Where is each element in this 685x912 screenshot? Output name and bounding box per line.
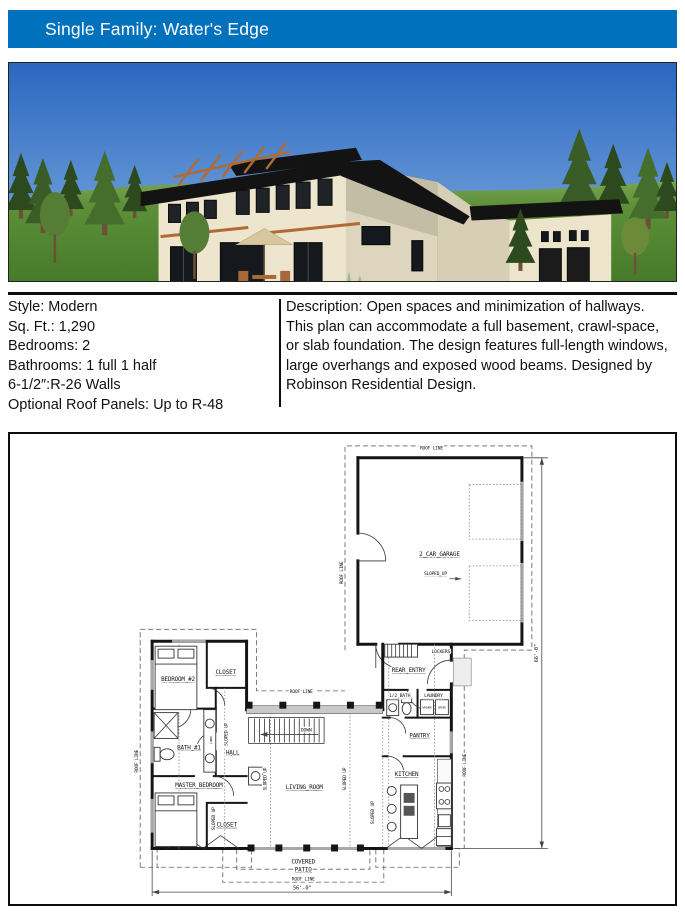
master-bedroom-label: MASTER BEDROOM bbox=[175, 782, 223, 789]
stairs-down-label: DOWN bbox=[300, 728, 312, 734]
living-room-label: LIVING ROOM bbox=[285, 783, 323, 791]
svg-text:ROOF LINE: ROOF LINE bbox=[463, 753, 469, 777]
description-paragraph: Description: Open spaces and minimization of hallways. This plan can accommodate a full basement, crawl-space, or slab foundation. The design features full-length windows, large overhangs and exposed wood beams. Designed by Robinson Residential Design. bbox=[286, 299, 668, 393]
house-rendering-photo bbox=[8, 62, 677, 282]
hall-label: HALL bbox=[225, 749, 240, 757]
living-room-stove bbox=[249, 767, 263, 785]
half-bath-label: 1/2 BATH bbox=[388, 693, 411, 699]
house-rendering-scene bbox=[9, 63, 676, 281]
covered-patio-label-1: COVERED bbox=[291, 858, 316, 866]
spec-bathrooms: Bathrooms: 1 full 1 half bbox=[8, 357, 157, 374]
svg-text:SLOPED UP: SLOPED UP bbox=[224, 723, 230, 746]
section-divider-rule bbox=[8, 292, 677, 295]
dryer-label: DRYER bbox=[438, 705, 446, 710]
spec-style: Style: Modern bbox=[8, 299, 98, 315]
patio-table bbox=[252, 275, 276, 279]
lockers-label: LOCKERS bbox=[431, 650, 451, 656]
spec-bedrooms: Bedrooms: 2 bbox=[8, 338, 91, 354]
svg-text:SLOPED UP: SLOPED UP bbox=[263, 767, 269, 791]
covered-patio-label-2: PATIO bbox=[294, 866, 312, 874]
svg-text:ROOF LINE: ROOF LINE bbox=[289, 689, 313, 695]
width-dimension: 56'-0" bbox=[292, 885, 312, 892]
bedroom2-label: BEDROOM #2 bbox=[161, 675, 195, 683]
garage-sloped-up-label: SLOPED UP bbox=[423, 571, 447, 577]
garage-label: 2 CAR GARAGE bbox=[419, 550, 460, 558]
depth-dimension: 66'-0" bbox=[533, 643, 540, 663]
lockers-bench bbox=[385, 644, 418, 657]
svg-text:SLOPED UP: SLOPED UP bbox=[370, 801, 376, 825]
bath1-label: BATH #1 bbox=[177, 744, 201, 752]
svg-text:SLOPED UP: SLOPED UP bbox=[342, 767, 348, 791]
garage-side-wall bbox=[476, 211, 510, 281]
master-bed bbox=[155, 793, 197, 847]
svg-text:ROOF LINE: ROOF LINE bbox=[291, 877, 315, 883]
spec-list bbox=[8, 298, 270, 415]
rear-entry-label: REAR ENTRY bbox=[391, 666, 426, 674]
kitchen-label: KITCHEN bbox=[394, 771, 419, 779]
patio-chair bbox=[280, 271, 290, 281]
washer-label: WASHER bbox=[422, 705, 432, 710]
svg-text:ROOF LINE: ROOF LINE bbox=[339, 561, 345, 585]
pantry-label: PANTRY bbox=[409, 732, 430, 740]
spec-walls: 6-1/2″:R-26 Walls bbox=[8, 377, 121, 393]
rear-stoop bbox=[453, 658, 471, 686]
svg-text:ROOF LINE: ROOF LINE bbox=[420, 446, 443, 452]
floor-plan-panel bbox=[8, 432, 677, 906]
laundry-label: LAUNDRY bbox=[424, 693, 443, 699]
svg-text:ROOF LINE: ROOF LINE bbox=[135, 749, 141, 773]
closet-lower-label: CLOSET bbox=[216, 821, 237, 829]
page-title: Single Family: Water's Edge bbox=[45, 18, 270, 39]
patio-chair bbox=[238, 271, 248, 281]
title-bar bbox=[8, 10, 677, 48]
floor-plan-drawing bbox=[10, 434, 675, 904]
linen-label: LINEN bbox=[208, 736, 213, 745]
closet-upper-label: CLOSET bbox=[215, 668, 236, 676]
svg-text:SLOPED UP: SLOPED UP bbox=[211, 807, 217, 831]
spec-roof-panels: Optional Roof Panels: Up to R-48 bbox=[8, 396, 224, 413]
column-divider bbox=[279, 299, 281, 407]
spec-sqft: Sq. Ft.: 1,290 bbox=[8, 318, 96, 335]
